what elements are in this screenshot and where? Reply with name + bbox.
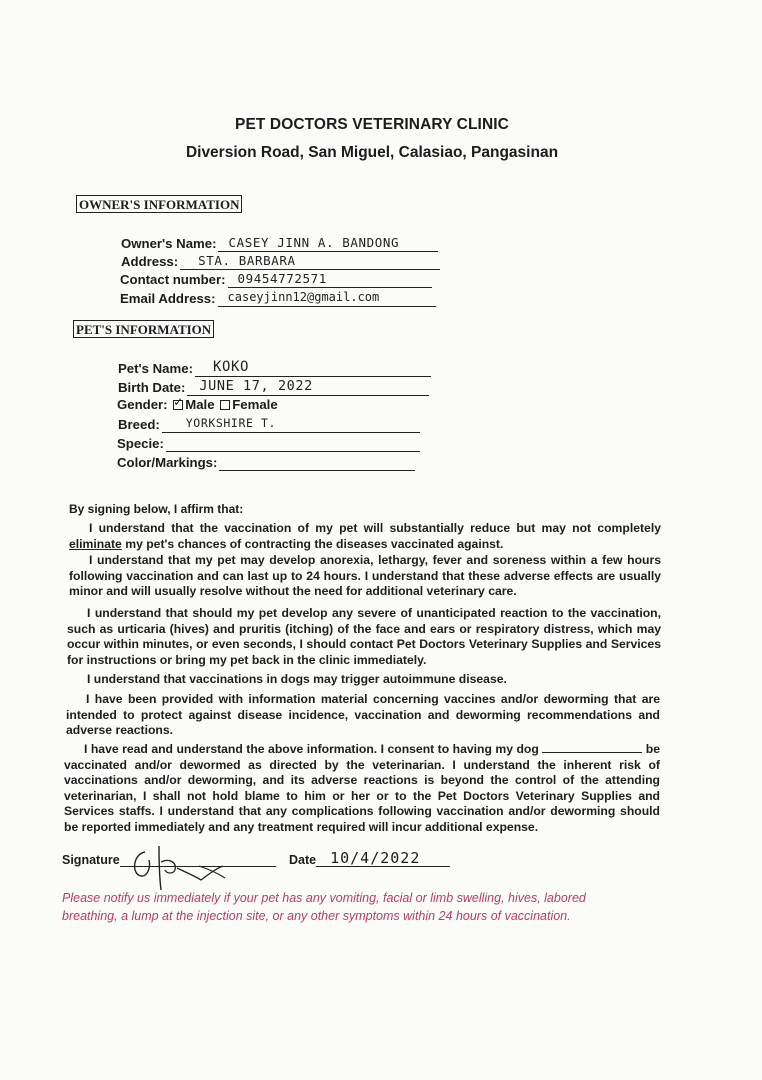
owner-email-field: [120, 288, 436, 307]
pet-color-label: Color/Markings:: [117, 455, 218, 470]
pet-specie-field: [117, 433, 420, 452]
clinic-name: PET DOCTORS VETERINARY CLINIC: [235, 116, 509, 133]
owner-email-value: caseyjinn12@gmail.com: [227, 290, 380, 304]
date-value: 10/4/2022: [330, 849, 421, 867]
pet-gender-field: [117, 397, 278, 412]
consent-paragraph-5: I have been provided with information material concerning vaccines and/or deworming that are intended to protect against disease incidence, vaccination and deworming recommendations and adverse reactions.: [66, 692, 660, 738]
date-field: [289, 849, 450, 867]
gender-female-label: Female: [232, 397, 278, 412]
pet-name-value: KOKO: [212, 359, 250, 375]
dog-name-blank[interactable]: [542, 740, 642, 753]
pet-breed-field: [118, 414, 420, 433]
owner-info-heading: OWNER'S INFORMATION: [76, 195, 242, 213]
clinic-address: Diversion Road, San Miguel, Calasiao, Pangasinan: [185, 144, 559, 161]
handwritten-signature: [115, 840, 275, 896]
pet-specie-label: Specie:: [117, 436, 164, 451]
pet-name-label: Pet's Name:: [118, 361, 193, 376]
owner-name-field: [121, 233, 438, 252]
pet-gender-label: Gender:: [117, 397, 168, 412]
signature-label: Signature: [62, 853, 120, 867]
date-line[interactable]: [316, 849, 450, 867]
gender-male-checkbox[interactable]: [173, 400, 183, 410]
owner-address-value: STA. BARBARA: [198, 253, 296, 268]
pet-color-field: [117, 452, 415, 471]
pet-birth-label: Birth Date:: [118, 380, 186, 395]
date-label: Date: [289, 853, 317, 867]
pet-breed-label: Breed:: [118, 417, 160, 432]
pet-name-field: [118, 358, 431, 377]
consent-intro: By signing below, I affirm that:: [69, 502, 244, 516]
eliminate-text: eliminate: [69, 536, 122, 551]
pet-info-heading: PET'S INFORMATION: [73, 320, 214, 338]
owner-name-value: CASEY JINN A. BANDONG: [228, 235, 400, 250]
gender-male-label: Male: [185, 397, 215, 412]
owner-contact-label: Contact number:: [120, 272, 226, 287]
consent-paragraph-4: I understand that vaccinations in dogs may trigger autoimmune disease.: [87, 672, 507, 686]
notice-text: Please notify us immediately if your pet has any vomiting, facial or limb swelling, hives, labored breathing, a lump at the injection site, or any other symptoms within 24 hours of vaccination.: [62, 891, 586, 923]
owner-contact-field: [120, 269, 432, 288]
owner-name-label: Owner's Name:: [121, 236, 217, 251]
pet-birth-field: [118, 377, 429, 396]
owner-contact-value: 09454772571: [237, 271, 327, 286]
consent-paragraph-6: I have read and understand the above information. I consent to having my dog be vaccinated and/or dewormed as directed by the veterinarian. I understand the inherent risk of vaccinations and/or deworming, and its adverse reactions is beyond the control of the attending veterinarian, I shall not hold blame to him or her or to the Pet Doctors Veterinary Supplies and Services staffs. I understand that any complications following vaccination and/or deworming should be reported immediately and any treatment required will incur additional expense.: [64, 742, 661, 834]
consent-paragraph-3: I understand that should my pet develop any severe of unanticipated reaction to the vaccination, such as urticaria (hives) and pruritis (itching) of the face and ears or respiratory distress, which may occur within minutes, or even seconds, I should contact Pet Doctors Veterinary Supplies and Services for instructions or bring my pet back in the clinic immediately.: [67, 606, 661, 667]
owner-email-label: Email Address:: [120, 291, 216, 306]
owner-address-label: Address:: [121, 254, 179, 269]
pet-birth-value: JUNE 17, 2022: [199, 378, 313, 394]
owner-address-field: [121, 251, 440, 270]
pet-breed-value: YORKSHIRE T.: [185, 416, 277, 430]
consent-paragraph-1: I understand that the vaccination of my pet will substantially reduce but may not completely eliminate my pet's chances of contracting the diseases vaccinated against.: [69, 521, 661, 551]
consent-paragraph-2: I understand that my pet may develop anorexia, lethargy, fever and soreness within a few hours following vaccination and can last up to 24 hours. I understand that these adverse effects are usually minor and will usually resolve without the need for additional veterinary care.: [69, 553, 661, 599]
gender-female-checkbox[interactable]: [220, 400, 230, 410]
